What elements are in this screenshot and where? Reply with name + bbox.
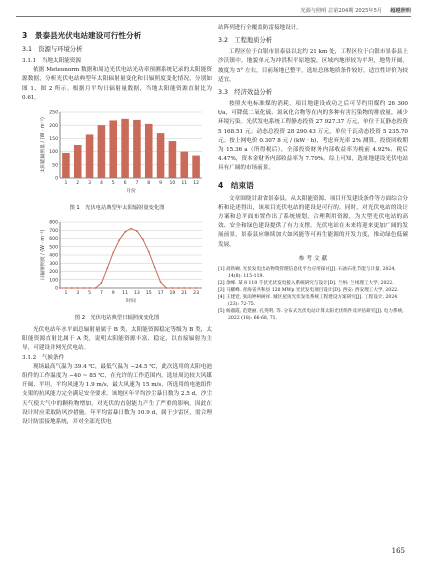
y-axis-label: 太阳能辐照量 / (W · m⁻²) bbox=[41, 117, 46, 173]
bar bbox=[109, 120, 117, 178]
x-tick-label: 8 bbox=[147, 181, 151, 187]
x-tick-label: 11 bbox=[122, 291, 129, 297]
data-point bbox=[59, 287, 61, 289]
data-point bbox=[101, 282, 103, 284]
x-tick-label: 13 bbox=[133, 291, 140, 297]
paragraph-conclusion: 文章围绕甘肃省景泰县，从太阳能资源、项目开发建设条件等方面综合分析和论述得出，该项目光伏电站的建设是可行的。同时，对光伏电站的设计方案和总平面布置作出了系统规划，合理利用资源，为大型光伏电站的高效、安全和绿色建设提供了有力支撑。光伏电站在未来将迎来更加广阔的发展前景，景泰县应继续加大如风能等可再生能源的开发力度，推动绿色低碳发展。 bbox=[218, 195, 409, 248]
x-tick-label: 4 bbox=[99, 181, 103, 187]
bar bbox=[145, 124, 153, 178]
x-tick-label: 9 bbox=[111, 291, 115, 297]
data-point bbox=[172, 287, 174, 289]
y-tick-label: 200 bbox=[49, 270, 58, 276]
x-tick-label: 11 bbox=[181, 181, 188, 187]
data-point bbox=[166, 287, 168, 289]
data-point bbox=[71, 287, 73, 289]
section-4-heading: 4 结束语 bbox=[218, 180, 254, 190]
journal-info: 光源与照明 总第204期 2025年5月 bbox=[300, 8, 382, 14]
data-point bbox=[154, 266, 156, 268]
x-tick-label: 9 bbox=[159, 181, 163, 187]
data-point bbox=[148, 251, 150, 253]
series-line bbox=[60, 229, 196, 288]
bar bbox=[98, 125, 106, 178]
references-list bbox=[218, 266, 408, 322]
paragraph-solar-resource: 依据 Meteonorm 数据和周边光伏电站光功率预测系统记录的太阳能资源数据，分析光伏电站典型年太阳辐射量变化和日辐照度变化情况，分别如图 1、图 2 所示。根据月平均日辐射量数据，当地太阳能资源直射比为 0.61。 bbox=[22, 67, 212, 101]
x-tick-label: 19 bbox=[169, 291, 176, 297]
y-tick-label: 200 bbox=[49, 123, 58, 129]
data-point bbox=[183, 287, 185, 289]
paragraph-resource-class: 光伏电站年水平面总辐射量属于 B 类，太阳能资源稳定等级为 B 类，太阳能资源直射比属于 A 类，说明太阳能资源丰富、稳定，以直接辐射为主导，可建设并网光伏电站。 bbox=[22, 327, 212, 352]
data-point bbox=[177, 287, 179, 289]
x-tick-label: 5 bbox=[111, 181, 115, 187]
bar bbox=[169, 141, 177, 178]
y-tick-label: 500 bbox=[49, 245, 58, 251]
data-point bbox=[124, 231, 126, 233]
page-number: 165 bbox=[391, 547, 405, 555]
y-tick-label: 400 bbox=[49, 253, 58, 259]
section-3-heading: 3 景泰县光伏电站建设可行性分析 bbox=[22, 31, 142, 40]
bar bbox=[133, 120, 141, 178]
data-point bbox=[189, 287, 191, 289]
x-tick-label: 23 bbox=[193, 291, 200, 297]
bar bbox=[121, 119, 129, 178]
data-point bbox=[83, 287, 85, 289]
data-point bbox=[112, 252, 114, 254]
paragraph-economics: 按照火电标准煤的消耗，项目地建设成功之后可节约用煤约 26 300 t/a，可降低二氧化硫、氮氧化合物等在内的多种有害污染物的排放量，减少环境污染。光伏发电系统工程静态投资 27 927.37 万元，单位千瓦静态投资 5 168.51 元；动态总投资 28 290.43 万元，单位千瓦动态投资 5 235.70 元。按上网电价 0.307 8 元 / (kW · h)，考虑弃光率 2% 测算，投资回收期为 15.36 a（所得税后），全部投资财务内部收益率为税前 4.92%、税后 4.47%，资本金财务内部收益率为 7.79%。综上可知，选址地建设光伏电站具有广阔的市场前景。 bbox=[218, 101, 408, 172]
x-tick-label: 10 bbox=[169, 181, 176, 187]
section-3-2-heading: 3.2 工程地质分析 bbox=[218, 37, 273, 45]
y-tick-label: 800 bbox=[49, 220, 58, 226]
paragraph-continuation: 站阵列进行全覆盖防雷接地设计。 bbox=[218, 25, 302, 31]
y-tick-label: 600 bbox=[49, 237, 58, 243]
x-axis-label: 时间 bbox=[126, 299, 136, 305]
y-axis-label: 日辐射照度 / (W · m⁻²) bbox=[41, 229, 46, 281]
x-tick-label: 15 bbox=[145, 291, 152, 297]
data-point bbox=[118, 239, 120, 241]
section-3-1-2-heading: 3.1.2 气候条件 bbox=[22, 354, 65, 361]
x-tick-label: 17 bbox=[157, 291, 164, 297]
running-header bbox=[300, 7, 411, 14]
x-tick-label: 1 bbox=[64, 181, 68, 187]
x-tick-label: 7 bbox=[135, 181, 139, 187]
x-tick-label: 1 bbox=[64, 291, 68, 297]
references-heading: 参 考 文 献 bbox=[298, 255, 328, 262]
reference-item: [2] 余峰. 某 8 110 千伏光伏发电接入系统研究与设计[D]. 兰州: 兰州理工大学, 2022. bbox=[218, 281, 394, 287]
reference-item: [3] 马耀峰. 青海省共和县 120 MWp 光伏发电项目设计[D]. 西安: 西安理工大学, 2022. bbox=[218, 288, 399, 294]
data-point bbox=[89, 287, 91, 289]
bar bbox=[74, 145, 82, 178]
reference-item: [5] 杨淑霞, 范建丽, 孔英明, 等. 分布式光伏电站计算太阳光伏组件及评估研究[J]. 电力系统, 2022 (18): 66-68, 71. bbox=[218, 309, 404, 322]
x-tick-label: 12 bbox=[193, 181, 200, 187]
x-tick-label: 3 bbox=[76, 291, 80, 297]
data-point bbox=[130, 228, 132, 230]
data-point bbox=[65, 287, 67, 289]
paragraph-climate: 现场最高气温为 39.4 ℃，最低气温为 −24.5 ℃，此次选用的太阳电池组件的工作温度为 −40 ~ 85 ℃，在允许的工作范围内，选址周边较大风媒开阔、平坦，平均风速为 1.9 m/s，最大风速为 15 m/s，所选用的电池组件支架的抗风能力完全满足安全要求。该地区年平均沙尘暴日数为 2.5 d，沙尘天气使大气中的颗粒物增加，对光伏的直射能力产生了严重的影响，因此在设计时应采取防风沙措施。年平均雷暴日数为 10.9 d，属于少雷区，需合理设计防雷接地系统，并对全部光伏电 bbox=[22, 363, 212, 426]
section-3-1-heading: 3.1 资源与环境分析 bbox=[22, 46, 83, 53]
figure-1-caption: 图 1 光伏电站典型年太阳辐射量变化图 bbox=[69, 205, 165, 212]
reference-item: [1] 高铁娴. 光伏发电出站物资管理信息化平台应用探讨[J]. 石油石化节能与计量, 2024, 14(8): 115-119. bbox=[218, 267, 396, 280]
section-3-1-1-heading: 3.1.1 当地太阳能资源 bbox=[22, 58, 81, 64]
x-tick-label: 5 bbox=[88, 291, 92, 297]
y-tick-label: 150 bbox=[49, 137, 58, 143]
data-point bbox=[77, 287, 79, 289]
data-point bbox=[142, 238, 144, 240]
data-point bbox=[160, 281, 162, 283]
data-point bbox=[95, 287, 97, 289]
section-name: 超越照明 bbox=[390, 8, 411, 14]
bar bbox=[86, 134, 94, 178]
y-tick-label: 100 bbox=[49, 278, 58, 284]
left-column bbox=[22, 24, 212, 427]
x-tick-label: 7 bbox=[99, 291, 103, 297]
y-tick-label: 0 bbox=[55, 176, 58, 182]
bar bbox=[157, 133, 165, 178]
y-tick-label: 50 bbox=[52, 163, 58, 169]
x-tick-label: 6 bbox=[123, 181, 127, 187]
x-tick-label: 3 bbox=[88, 181, 92, 187]
bar bbox=[192, 156, 200, 178]
figure-2-line-chart bbox=[22, 216, 212, 312]
x-tick-label: 21 bbox=[181, 291, 188, 297]
y-tick-label: 700 bbox=[49, 228, 58, 234]
data-point bbox=[136, 230, 138, 232]
data-point bbox=[106, 267, 108, 269]
x-tick-label: 2 bbox=[76, 181, 80, 187]
y-tick-label: 100 bbox=[49, 150, 58, 156]
figure-2-caption: 图 2 光伏电站典型日辐照度变化图 bbox=[74, 315, 160, 322]
x-axis-label: 月份 bbox=[126, 189, 136, 195]
y-tick-label: 300 bbox=[49, 261, 58, 267]
figure-1-bar-chart bbox=[22, 106, 212, 202]
section-3-3-heading: 3.3 经济效益分析 bbox=[218, 89, 273, 97]
y-tick-label: 250 bbox=[49, 110, 58, 116]
y-tick-label: 0 bbox=[55, 286, 58, 292]
right-column bbox=[218, 24, 408, 322]
bar bbox=[62, 153, 70, 178]
bar bbox=[180, 152, 188, 178]
paragraph-geology: 工程区位于白银市景泰县以北约 21 km 处，工程区位于白银市景泰县上沙沃镇中，地貌单元为冲洪积平原地貌，区域内地形较为平坦，地势开阔，坡度为 5° 左右，目前场地已整平，选址总体地质条件较好，适宜性评价为较适宜。 bbox=[218, 49, 408, 83]
reference-item: [4] 王建党, 张雨婷柯树祥. 城区屋顶光伏发电系统工程建设方案研究[J]. 工程设计, 2024 (23): 72-75. bbox=[218, 295, 398, 308]
data-point bbox=[195, 287, 197, 289]
header-rule bbox=[16, 16, 411, 17]
